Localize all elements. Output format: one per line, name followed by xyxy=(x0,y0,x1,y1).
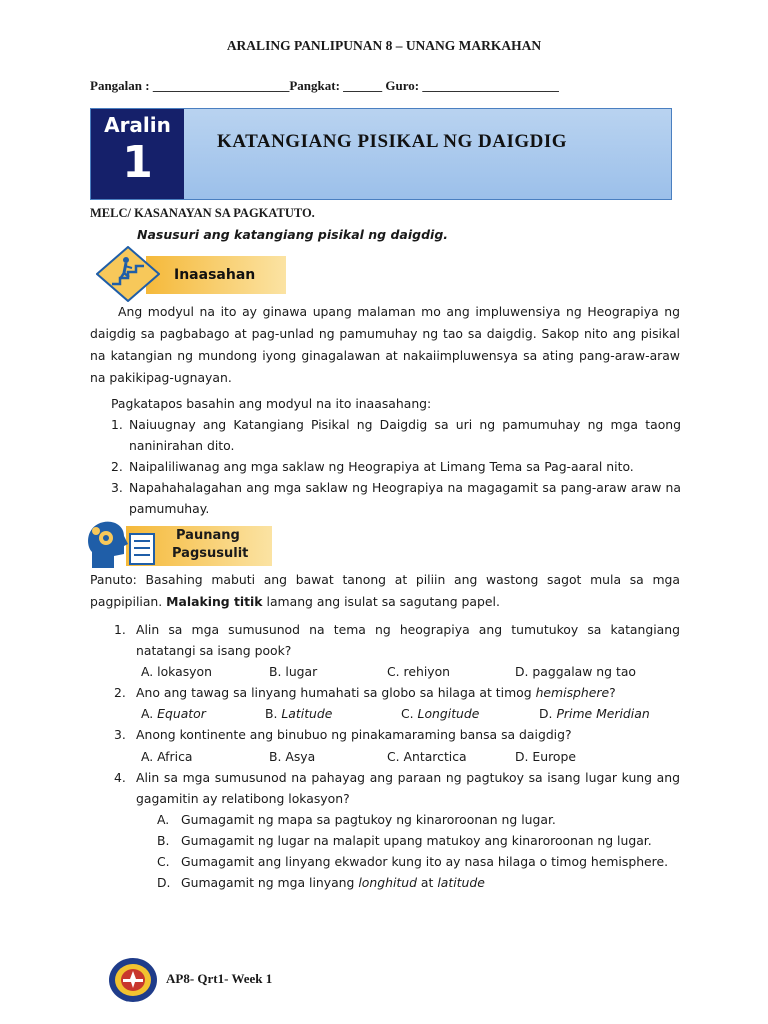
melc-heading: MELC/ KASANAYAN SA PAGKATUTO. xyxy=(90,206,315,220)
question-number: 2. xyxy=(114,685,126,700)
choice-a: A. Africa xyxy=(141,749,193,764)
test-instructions: Panuto: Basahing mabuti ang bawat tanong at piliin ang wastong sagot mula sa mga pagpipilian. Malaking titik lamang ang isulat sa sagutang papel. xyxy=(90,572,680,609)
inaasahan-lead: Pagkatapos basahin ang modyul na ito inaasahang: xyxy=(111,396,432,411)
choice-d: D. Prime Meridian xyxy=(539,706,650,721)
lesson-banner xyxy=(90,108,672,200)
inaasahan-label: Inaasahan xyxy=(174,267,256,283)
choice-b: B. Asya xyxy=(269,749,316,764)
choice-a: A. lokasyon xyxy=(141,664,212,679)
aralin-label: Aralin xyxy=(104,113,171,137)
name-fields-line: Pangalan : _____________________Pangkat: ______ Guro: _____________________ xyxy=(90,78,559,93)
thinking-head-checklist-icon xyxy=(84,518,160,570)
list-item: B. Gumagamit ng lugar na malapit upang matukoy ang kinaroroonan ng lugar. xyxy=(157,833,652,848)
document-title: ARALING PANLIPUNAN 8 – UNANG MARKAHAN xyxy=(226,38,542,53)
choice-c: C. Antarctica xyxy=(387,749,467,764)
list-item: A. Gumagamit ng mapa sa pagtukoy ng kinaroroonan ng lugar. xyxy=(157,812,556,827)
inaasahan-intro: Ang modyul na ito ay ginawa upang malaman mo ang impluwensiya ng Heograpiya ng daigdig sa pagbabago at pag-unlad ng pamumuhay ng tao sa daigdig. Sakop nito ang pisikal na katangian ng mundong iyong ginagalawan at nakaiimpluwensya sa ating pang-araw-araw na pakikipag-ugnayan. xyxy=(90,304,680,385)
question-text: Anong kontinente ang binubuo ng pinakamaraming bansa sa daigdig? xyxy=(136,727,572,742)
footer-label: AP8- Qrt1- Week 1 xyxy=(166,971,273,986)
choice-b: B. Latitude xyxy=(265,706,333,721)
question-number: 4. xyxy=(114,770,126,785)
choice-a: A. Equator xyxy=(141,706,206,721)
choice-c: C. rehiyon xyxy=(387,664,451,679)
paunang-label-line2: Pagsusulit xyxy=(172,546,249,561)
emphasis-text: Malaking titik xyxy=(166,594,263,609)
school-seal-logo xyxy=(108,957,158,1003)
list-item: 3. Napahahalagahan ang mga saklaw ng Heograpiya na magagamit sa pang-araw araw na pamumuhay. xyxy=(111,480,681,516)
lesson-number-box xyxy=(91,109,184,199)
list-item: 1. Naiuugnay ang Katangiang Pisikal ng Daigdig sa uri ng pamumuhay ng mga taong naninirahan dito. xyxy=(111,417,681,453)
list-item: 2. Naipaliliwanag ang mga saklaw ng Heograpiya at Limang Tema sa Pag-aaral nito. xyxy=(111,459,634,474)
question-text: Ano ang tawag sa linyang humahati sa globo sa hilaga at timog hemisphere? xyxy=(136,685,616,700)
aralin-number: 1 xyxy=(122,137,153,188)
choice-d: D. Europe xyxy=(515,749,576,764)
stairs-person-icon xyxy=(96,246,160,302)
lesson-title: KATANGIANG PISIKAL NG DAIGDIG xyxy=(217,131,568,152)
inaasahan-section-label xyxy=(96,246,291,302)
objectives-list xyxy=(111,414,681,519)
melc-competency: Nasusuri ang katangiang pisikal ng daigdig. xyxy=(137,227,449,242)
list-item: C. Gumagamit ang linyang ekwador kung ito ay nasa hilaga o timog hemisphere. xyxy=(157,854,669,869)
choice-b: B. lugar xyxy=(269,664,318,679)
option-list xyxy=(157,809,680,893)
question-text: Alin sa mga sumusunod na pahayag ang paraan ng pagtukoy sa isang lugar kung ang gagamitin ay relatibong lokasyon? xyxy=(136,770,680,806)
choice-c: C. Longitude xyxy=(401,706,480,721)
list-item: D. Gumagamit ng mga linyang longhitud at latitude xyxy=(157,875,485,890)
question-text: Alin sa mga sumusunod na tema ng heograpiya ang tumutukoy sa katangiang natatangi sa isang pook? xyxy=(136,622,680,658)
choice-d: D. paggalaw ng tao xyxy=(515,664,636,679)
paunang-label-line1: Paunang xyxy=(176,528,240,543)
paunang-pagsusulit-section-label xyxy=(84,518,274,570)
question-number: 1. xyxy=(114,622,126,637)
question-number: 3. xyxy=(114,727,126,742)
